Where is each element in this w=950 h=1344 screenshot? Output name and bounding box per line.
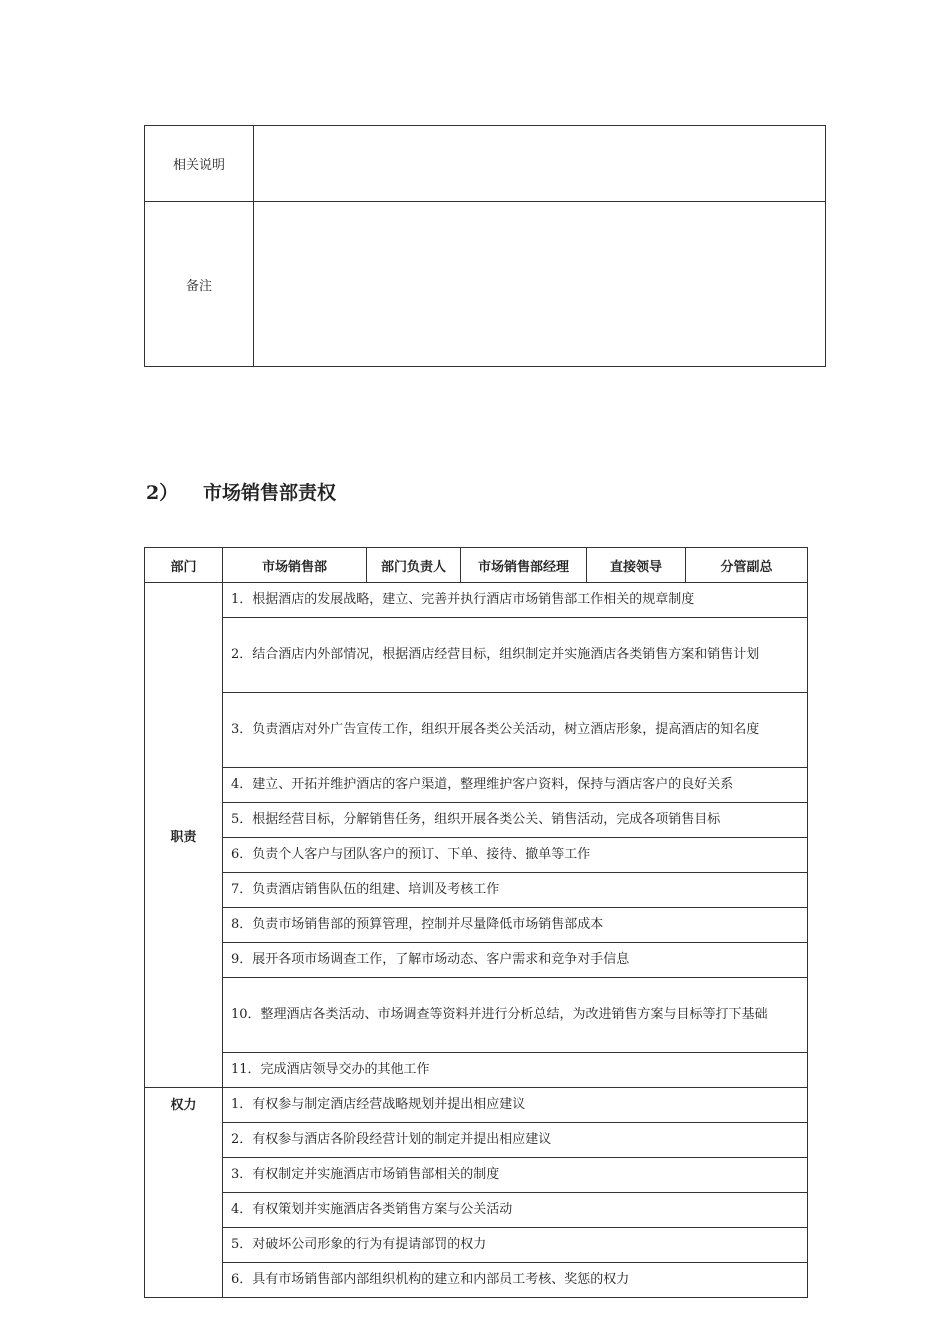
duty-item: 3．负责酒店对外广告宣传工作，组织开展各类公关活动，树立酒店形象，提高酒店的知名度: [223, 693, 808, 768]
section-title: 市场销售部责权: [203, 482, 337, 504]
leader-value: 分管副总: [686, 548, 808, 583]
header-row: [145, 548, 808, 583]
remarks-value: [254, 202, 826, 367]
head-label: 部门负责人: [367, 548, 461, 583]
powers-label: 权力: [145, 1088, 223, 1298]
related-value: [254, 126, 826, 202]
duty-item: 2．结合酒店内外部情况，根据酒店经营目标，组织制定并实施酒店各类销售方案和销售计划: [223, 618, 808, 693]
duty-item: 5．根据经营目标，分解销售任务，组织开展各类公关、销售活动，完成各项销售目标: [223, 803, 808, 838]
duty-item: 10．整理酒店各类活动、市场调查等资料并进行分析总结，为改进销售方案与目标等打下基础: [223, 978, 808, 1053]
section-heading: [146, 478, 336, 505]
dept-value: 市场销售部: [223, 548, 367, 583]
power-item: 5．对破坏公司形象的行为有提请部罚的权力: [223, 1228, 808, 1263]
section-number: 2）: [146, 482, 179, 504]
duty-item: 4．建立、开拓并维护酒店的客户渠道，整理维护客户资料，保持与酒店客户的良好关系: [223, 768, 808, 803]
dept-label: 部门: [145, 548, 223, 583]
notes-table: [144, 125, 826, 367]
duty-item: 9．展开各项市场调查工作，了解市场动态、客户需求和竞争对手信息: [223, 943, 808, 978]
duty-item: 11．完成酒店领导交办的其他工作: [223, 1053, 808, 1088]
duty-item: 6．负责个人客户与团队客户的预订、下单、接待、撤单等工作: [223, 838, 808, 873]
related-label: 相关说明: [145, 126, 254, 202]
leader-label: 直接领导: [587, 548, 686, 583]
power-item: 3．有权制定并实施酒店市场销售部相关的制度: [223, 1158, 808, 1193]
duty-item: 8．负责市场销售部的预算管理，控制并尽量降低市场销售部成本: [223, 908, 808, 943]
head-value: 市场销售部经理: [461, 548, 587, 583]
power-item: 1．有权参与制定酒店经营战略规划并提出相应建议: [223, 1088, 808, 1123]
duty-item: 7．负责酒店销售队伍的组建、培训及考核工作: [223, 873, 808, 908]
duties-label: 职责: [145, 583, 223, 1088]
power-item: 6．具有市场销售部内部组织机构的建立和内部员工考核、奖惩的权力: [223, 1263, 808, 1298]
responsibility-table: [144, 547, 808, 1298]
remarks-label: 备注: [145, 202, 254, 367]
power-item: 4．有权策划并实施酒店各类销售方案与公关活动: [223, 1193, 808, 1228]
power-item: 2．有权参与酒店各阶段经营计划的制定并提出相应建议: [223, 1123, 808, 1158]
duty-item: 1．根据酒店的发展战略，建立、完善并执行酒店市场销售部工作相关的规章制度: [223, 583, 808, 618]
